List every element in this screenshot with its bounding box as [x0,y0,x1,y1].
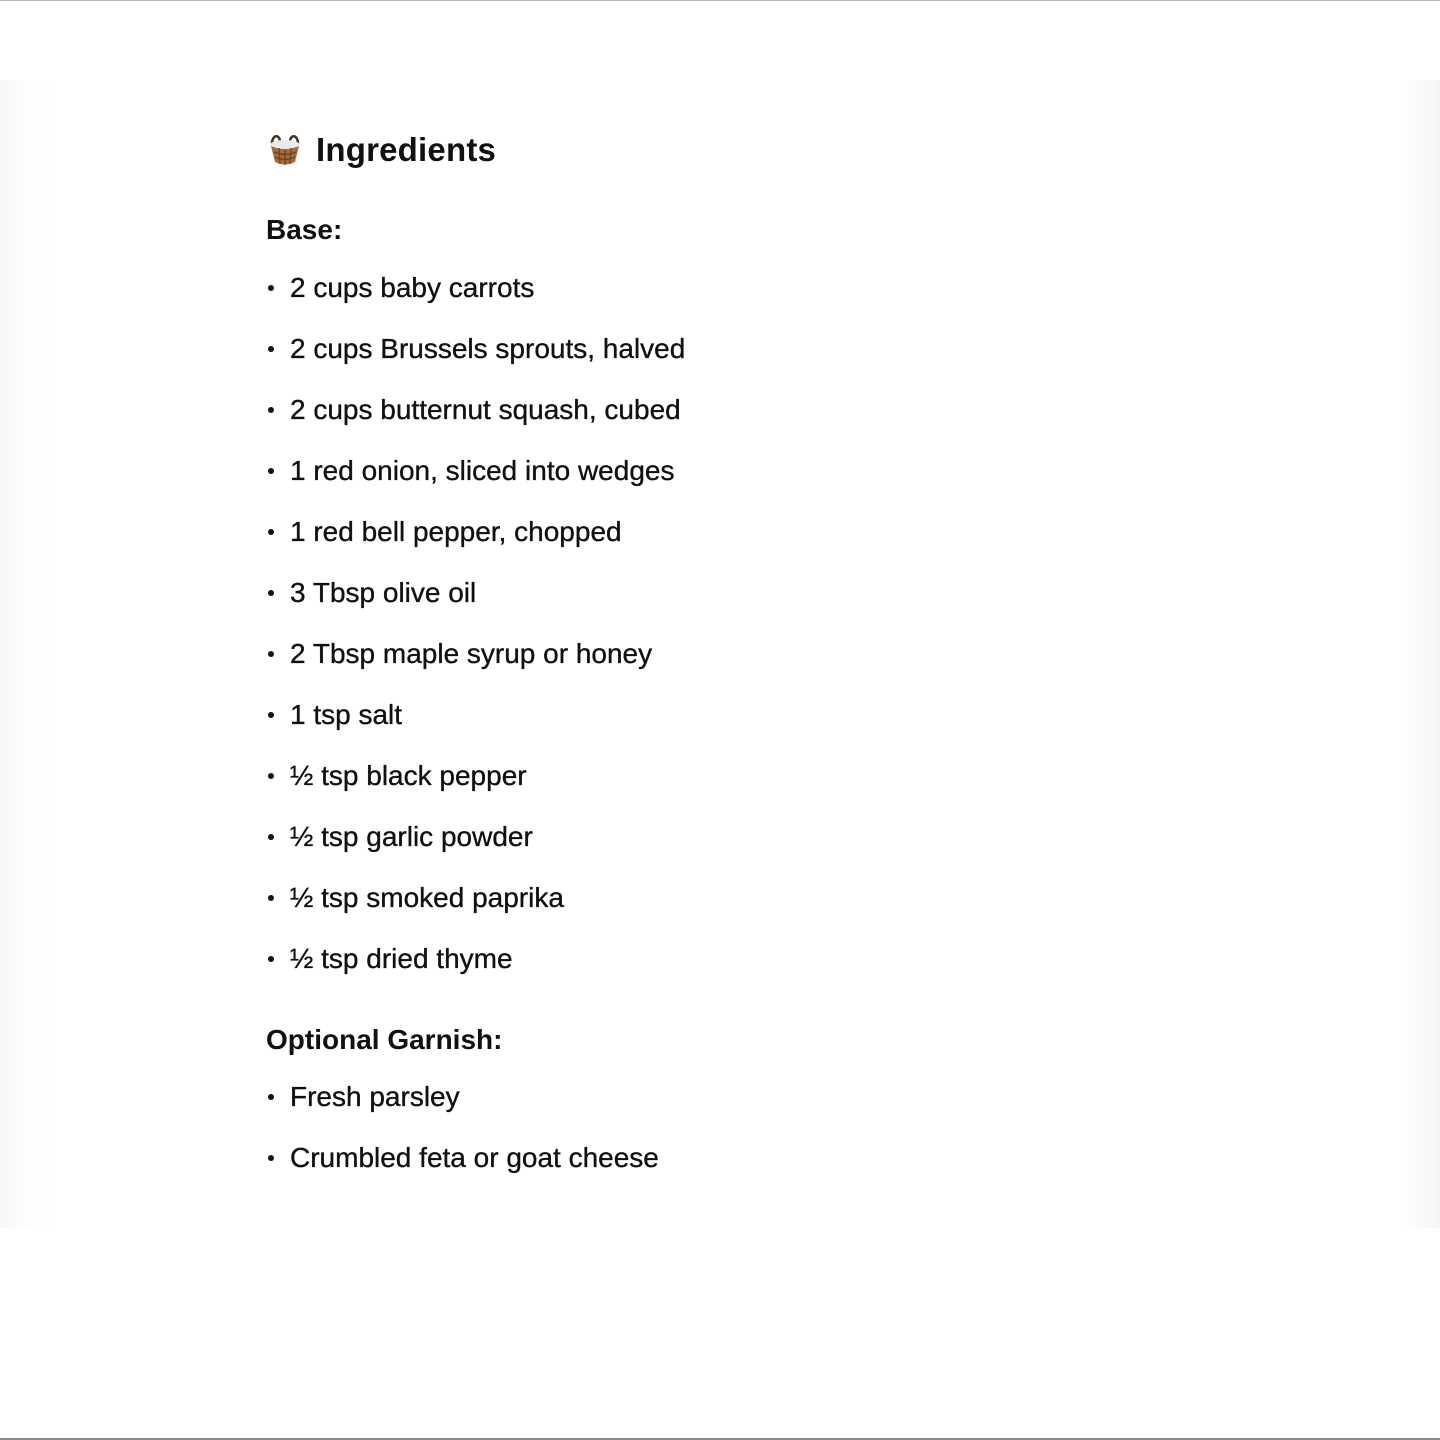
list-item: 1 red onion, sliced into wedges [266,455,674,487]
bullet-icon [268,956,274,962]
list-item: Crumbled feta or goat cheese [266,1142,659,1174]
list-item: 2 Tbsp maple syrup or honey [266,638,652,670]
list-item: ½ tsp garlic powder [266,821,533,853]
section-heading-optional-garnish: Optional Garnish: [266,1024,503,1055]
top-divider [0,0,1440,1]
bullet-icon [268,468,274,474]
section-heading-base: Base: [266,214,343,245]
basket-icon [266,132,304,168]
list-item: 2 cups butternut squash, cubed [266,394,681,426]
bullet-icon [268,773,274,779]
bullet-icon [268,712,274,718]
list-item: 1 tsp salt [266,699,402,731]
bullet-icon [268,834,274,840]
list-item: ½ tsp dried thyme [266,943,513,975]
bullet-icon [268,1094,274,1100]
title-row [266,128,496,172]
list-item: 3 Tbsp olive oil [266,577,476,609]
bullet-icon [268,529,274,535]
bullet-icon [268,407,274,413]
bullet-icon [268,651,274,657]
list-item: 2 cups baby carrots [266,272,534,304]
bullet-icon [268,1155,274,1161]
list-item: ½ tsp black pepper [266,760,527,792]
list-item: 1 red bell pepper, chopped [266,516,622,548]
page-title: Ingredients [316,131,497,168]
list-item: 2 cups Brussels sprouts, halved [266,333,685,365]
bullet-icon [268,346,274,352]
list-item: ½ tsp smoked paprika [266,882,564,914]
bullet-icon [268,590,274,596]
document-page [0,80,1440,1228]
bullet-icon [268,895,274,901]
bullet-icon [268,285,274,291]
list-item: Fresh parsley [266,1081,460,1113]
